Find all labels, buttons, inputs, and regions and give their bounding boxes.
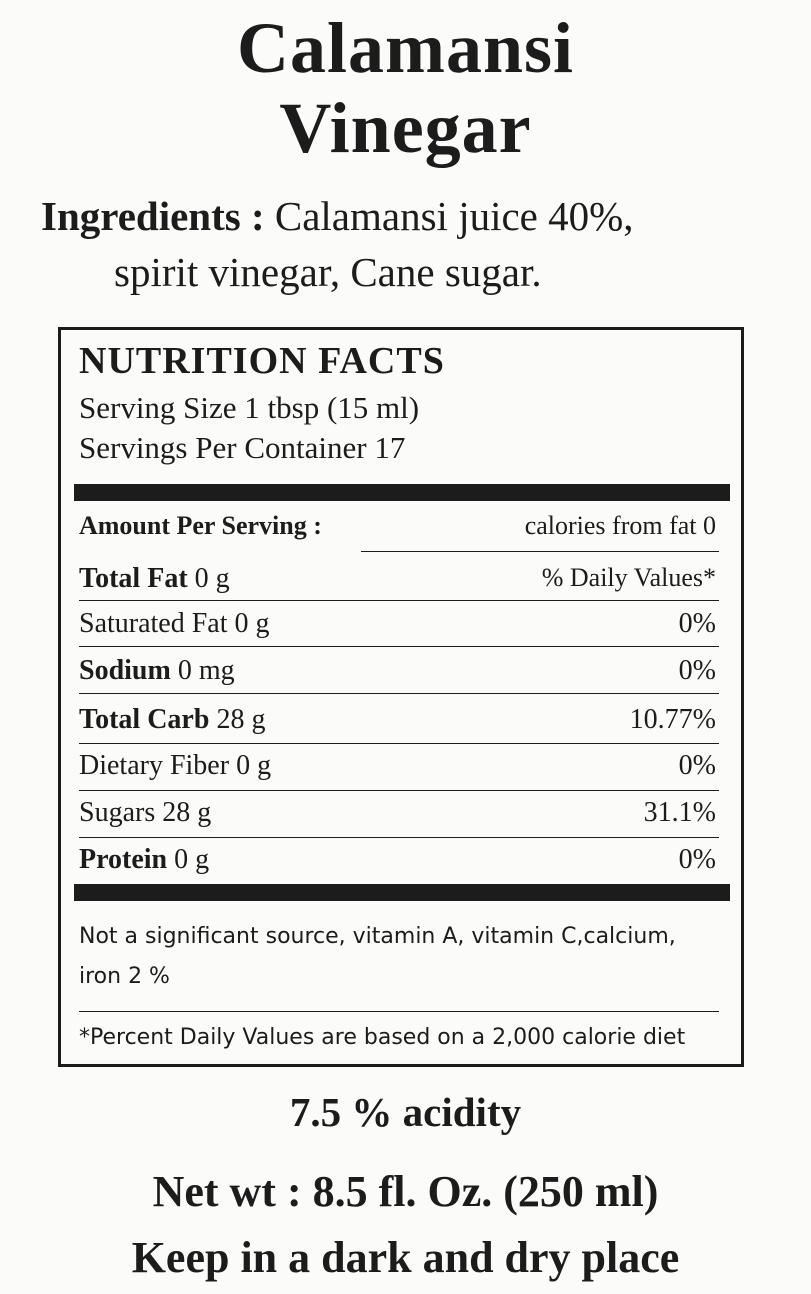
nutrient-daily-value: 0%: [678, 844, 716, 875]
serving-size: Serving Size 1 tbsp (15 ml): [79, 390, 420, 425]
nutrient-amount: 0 g: [234, 608, 270, 639]
calories-from-fat: calories from fat 0: [524, 511, 716, 540]
divider: [361, 551, 719, 552]
nutrient-name: Protein: [79, 844, 168, 875]
ingredients-label: Ingredients :: [41, 193, 265, 239]
divider: [79, 790, 719, 791]
product-title-line-2: Vinegar: [279, 88, 532, 168]
thick-divider: [74, 484, 730, 501]
ingredients-text-1: Calamansi juice 40%,: [274, 193, 634, 239]
divider: [79, 837, 719, 838]
nutrient-name: Dietary Fiber: [79, 750, 230, 781]
net-weight: Net wt : 8.5 fl. Oz. (250 ml): [152, 1167, 659, 1216]
storage-instructions: Keep in a dark and dry place: [131, 1233, 680, 1282]
nutrient-amount: 0 mg: [177, 655, 235, 686]
nutrient-amount: 28 g: [162, 797, 212, 828]
vitamin-note-line-1: Not a significant source, vitamin A, vitamin C,calcium,: [79, 924, 676, 949]
nutrient-name: Saturated Fat: [79, 608, 228, 639]
daily-values-footnote: *Percent Daily Values are based on a 2,000 calorie diet: [79, 1025, 686, 1050]
nutrition-facts-heading: NUTRITION FACTS: [79, 340, 445, 382]
divider: [79, 1011, 719, 1012]
nutrient-daily-value: 0%: [678, 608, 716, 639]
daily-values-header: % Daily Values*: [541, 563, 716, 592]
nutrient-daily-value: 31.1%: [643, 797, 716, 828]
thick-divider: [74, 884, 730, 901]
nutrient-amount: 0 g: [236, 750, 272, 781]
acidity-label: 7.5 % acidity: [289, 1089, 522, 1135]
ingredients-line-2: spirit vinegar, Cane sugar.: [114, 249, 542, 295]
nutrient-name: Total Carb: [79, 704, 210, 735]
nutrition-facts-panel: [58, 327, 744, 1067]
nutrient-amount: 0 g: [174, 844, 210, 875]
divider: [79, 600, 719, 601]
nutrient-daily-value: 0%: [678, 655, 716, 686]
divider: [79, 693, 719, 694]
servings-per-container: Servings Per Container 17: [79, 430, 406, 465]
nutrient-name: Sodium: [79, 655, 171, 686]
ingredients-line-1: [41, 193, 634, 239]
amount-per-serving-label: Amount Per Serving :: [79, 511, 322, 540]
nutrient-amount: 0 g: [194, 563, 230, 594]
nutrient-amount: 28 g: [216, 704, 266, 735]
vitamin-note-line-2: iron 2 %: [79, 964, 170, 989]
nutrient-name: Total Fat: [79, 563, 188, 594]
divider: [79, 646, 719, 647]
nutrient-daily-value: 10.77%: [629, 704, 716, 735]
nutrient-daily-value: 0%: [678, 750, 716, 781]
divider: [79, 743, 719, 744]
product-title-line-1: Calamansi: [236, 8, 575, 88]
nutrient-name: Sugars: [79, 797, 156, 828]
